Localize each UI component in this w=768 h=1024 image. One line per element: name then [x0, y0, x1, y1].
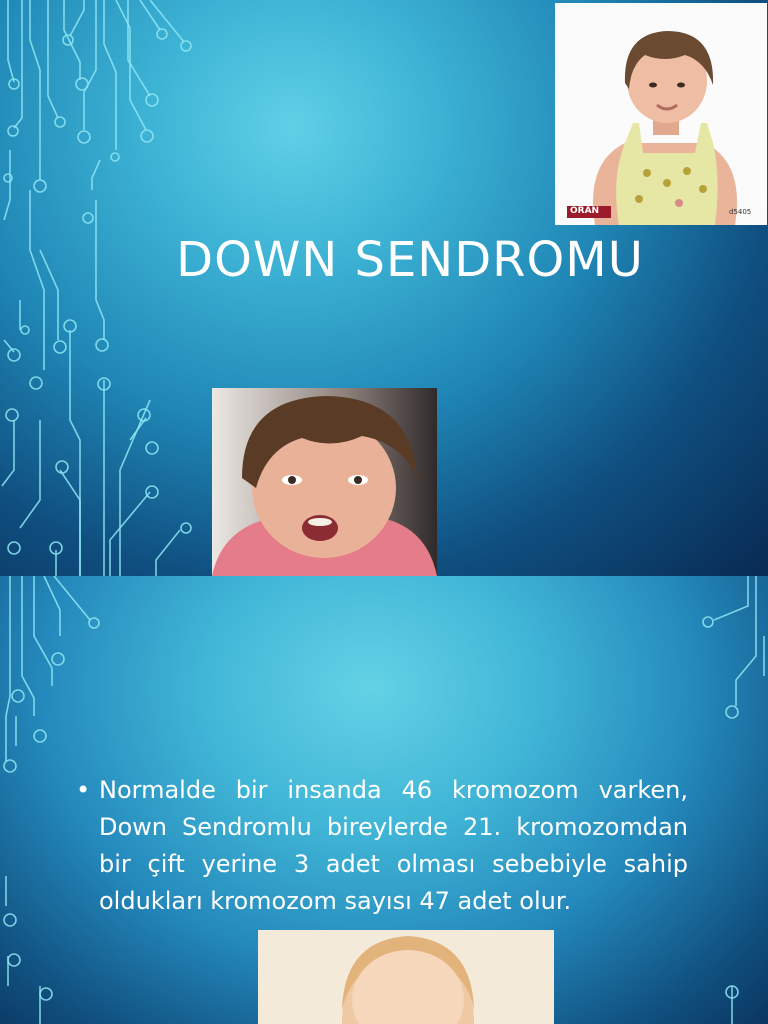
- bullet-paragraph: [76, 772, 688, 920]
- child-photo-middle: [212, 388, 437, 576]
- child-photo-top-right: [555, 3, 767, 225]
- bullet-marker: •: [76, 776, 91, 804]
- watermark-left: ORAN: [570, 206, 600, 216]
- circuit-decoration-right-2: [678, 576, 768, 1024]
- slide-2: [0, 576, 768, 1024]
- slide-title: DOWN SENDROMU: [176, 232, 644, 288]
- watermark-right: d5405: [729, 208, 752, 216]
- circuit-decoration-left: [0, 0, 200, 576]
- baby-photo-bottom: [258, 930, 554, 1024]
- bullet-text: Normalde bir insanda 46 kromozom varken, Down Sendromlu bireylerde 21. kromozomdan bir çift yerine 3 adet olması sebebiyle sahip oldukları kromozom sayısı 47 adet olur.: [99, 776, 688, 915]
